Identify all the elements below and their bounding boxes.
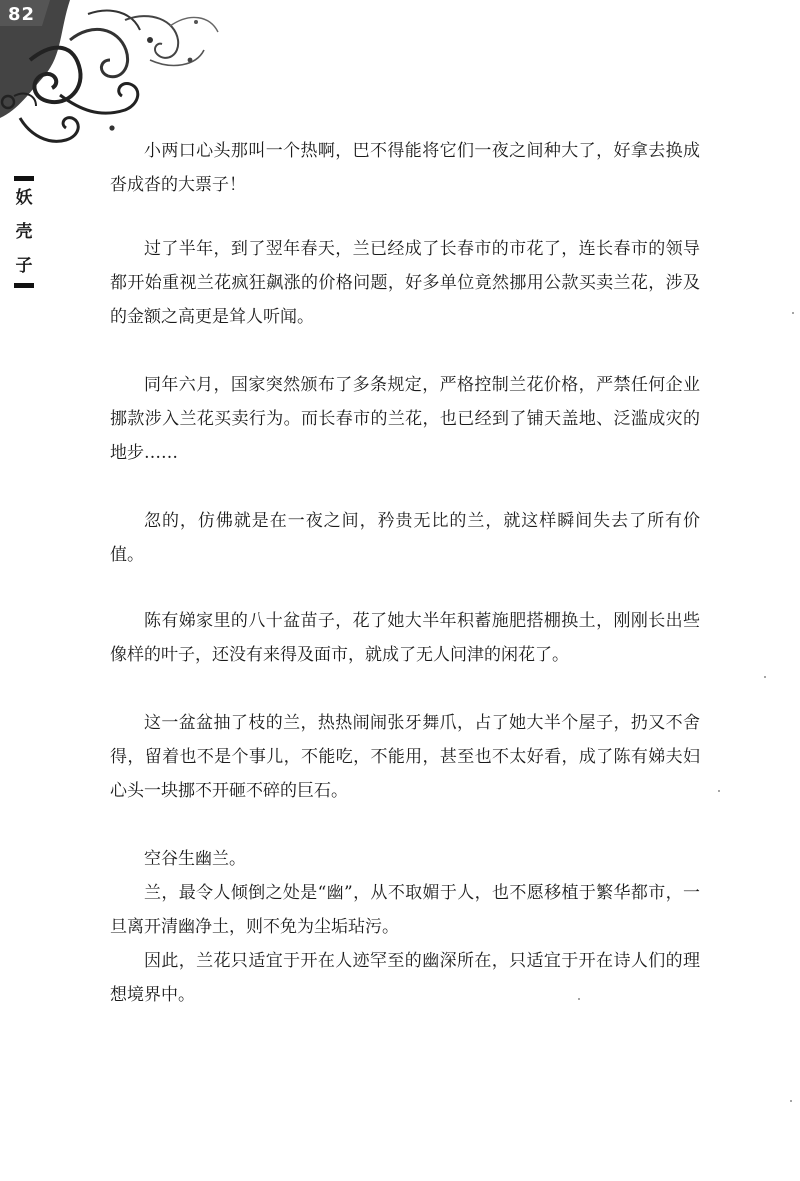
paragraph-4: 忽的，仿佛就是在一夜之间，矜贵无比的兰，就这样瞬间失去了所有价值。 — [110, 511, 700, 565]
paragraph-5: 陈有娣家里的八十盆苗子，花了她大半年积蓄施肥搭棚换土，刚刚长出些像样的叶子，还没有来得及面市，就成了无人问津的闲花了。 — [110, 611, 700, 665]
paragraph-2: 过了半年，到了翌年春天，兰已经成了长春市的市花了，连长春市的领导都开始重视兰花疯狂飙涨的价格问题，好多单位竟然挪用公款买卖兰花，涉及的金额之高更是耸人听闻。 — [110, 239, 700, 327]
side-title — [10, 176, 38, 288]
page-number: 82 — [8, 4, 36, 25]
side-title-bottom-bar — [14, 283, 34, 288]
paragraph-9: 因此，兰花只适宜于开在人迹罕至的幽深所在，只适宜于开在诗人们的理想境界中。 — [110, 951, 700, 1005]
paragraph-8: 兰，最令人倾倒之处是“幽”，从不取媚于人，也不愿移植于繁华都市，一旦离开清幽净土，则不免为尘垢玷污。 — [110, 883, 700, 937]
scan-speck — [792, 312, 794, 314]
paragraph-3: 同年六月，国家突然颁布了多条规定，严格控制兰花价格，严禁任何企业挪款涉入兰花买卖行为。而长春市的兰花，也已经到了铺天盖地、泛滥成灾的地步…… — [110, 375, 700, 463]
side-title-char-3: 子 — [15, 256, 33, 276]
paragraph-7: 空谷生幽兰。 — [144, 849, 246, 869]
scan-speck — [718, 790, 720, 792]
side-title-char-1: 妖 — [15, 188, 33, 208]
paragraph-6: 这一盆盆抽了枝的兰，热热闹闹张牙舞爪，占了她大半个屋子，扔又不舍得，留着也不是个事儿，不能吃，不能用，甚至也不太好看，成了陈有娣夫妇心头一块挪不开砸不碎的巨石。 — [110, 713, 700, 801]
scan-speck — [764, 676, 766, 678]
side-title-char-2: 壳 — [15, 222, 33, 242]
side-title-top-bar — [14, 176, 34, 181]
scan-speck — [790, 1100, 792, 1102]
scan-speck — [578, 998, 580, 1000]
paragraph-1: 小两口心头那叫一个热啊，巴不得能将它们一夜之间种大了，好拿去换成沓成沓的大票子！ — [110, 141, 700, 195]
